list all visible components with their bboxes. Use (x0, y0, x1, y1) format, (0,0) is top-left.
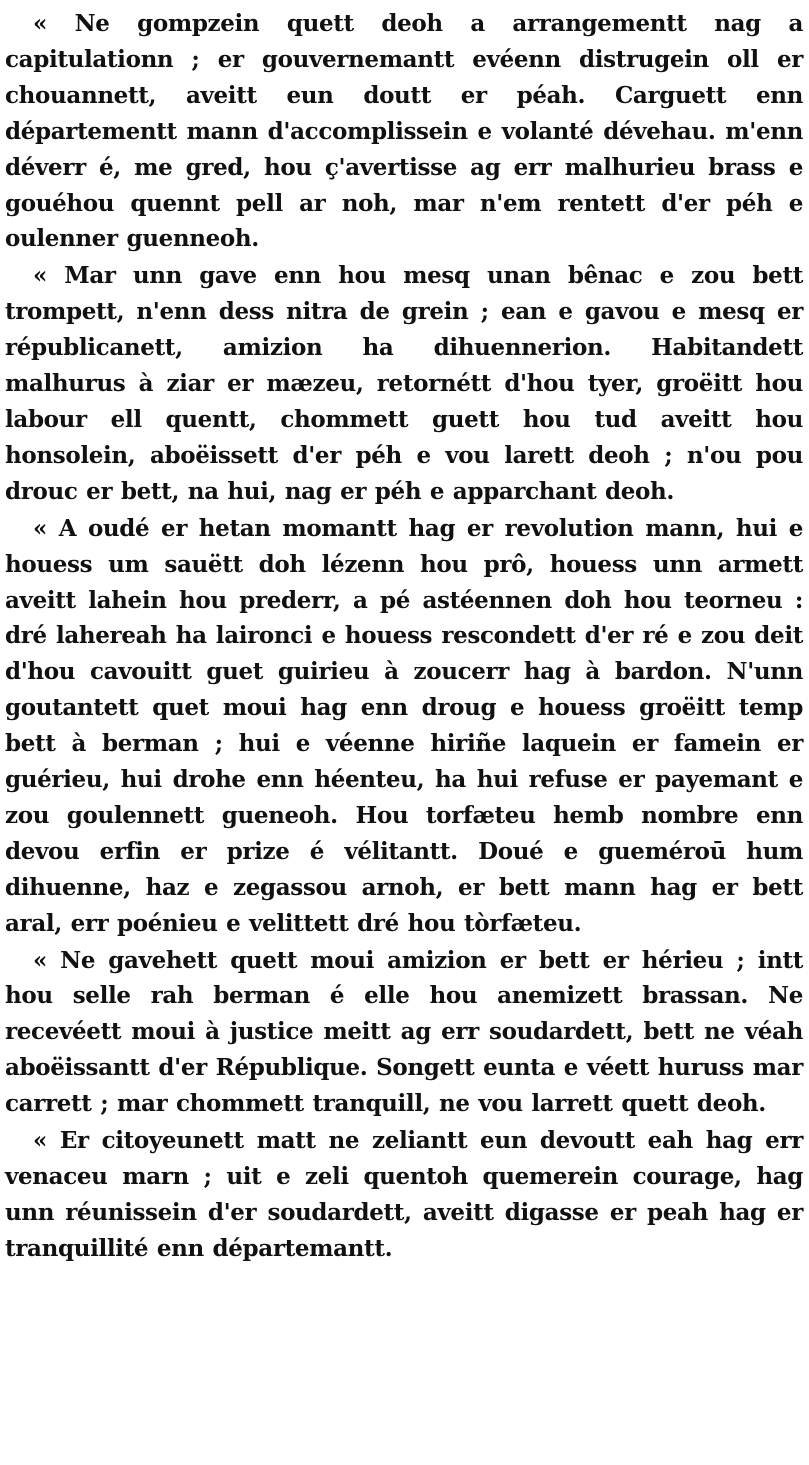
paragraph-republicans: « Mar unn gave enn hou mesq unan bênac e zou bett trompett, n'enn dess nitra de grein ; ean e gavou e mesq er républicanett, amizion ha dihuennerion. Habitandett malhurus à ziar er mæzeu, retornétt d'hou tyer, groëitt hou labour ell quentt, chommett guett hou tud aveitt hou honsolein, aboëissett d'er péh e vou larett deoh ; n'ou pou drouc er bett, na hui, nag er péh e apparchant deoh. (5, 262, 803, 505)
paragraph-justice: « Ne gavehett quett moui amizion er bett er hérieu ; intt hou selle rah berman é elle hou anemizett brassan. Ne recevéett moui à justice meitt ag err soudardett, bett ne véah aboëissantt d'er République. Songett eunta e véett huruss mar carrett ; mar chommett tranquill, ne vou larrett quett deoh. (5, 946, 803, 1118)
paragraph-revolution: « A oudé er hetan momantt hag er revolution mann, hui e houess um sauëtt doh lézenn hou prô, houess unn armett aveitt lahein hou prederr, a pé astéennen doh hou teorneu : dré lahereah ha laironci e houess rescondett d'er ré e zou deit d'hou cavouitt guet guirieu à zoucerr hag à bardon. N'unn goutantett quet moui hag enn droug e houess groëitt temp bett à berman ; hui e véenne hiriñe laquein er famein er guérieu, hui drohe enn héenteu, ha hui refuse er payemant e zou goulennett gueneoh. Hou torfæteu hemb nombre enn devou erfin er prize é vélitantt. Doué e gueméroū hum dihuenne, haz e zegassou arnoh, er bett mann hag er bett aral, err poénieu e velittett dré hou tòrfæteu. (5, 514, 803, 937)
paragraph-capitulation: « Ne gompzein quett deoh a arrangementt nag a capitulationn ; er gouvernemantt evéenn distrugein oll er chouannett, aveitt eun doutt er péah. Carguett enn départementt mann d'accomplissein e volanté dévehau. m'enn déverr é, me gred, hou ç'avertisse ag err malhurieu brass e gouéhou quennt pell ar noh, mar n'em rentett d'er péh e oulenner guenneoh. (5, 10, 803, 253)
paragraph-citizens: « Er citoyeunett matt ne zeliantt eun devoutt eah hag err venaceu marn ; uit e zeli quentoh quemerein courage, hag unn réunissein d'er soudardett, aveitt digasse er peah hag er tranquillité enn départemantt. (5, 1127, 803, 1262)
